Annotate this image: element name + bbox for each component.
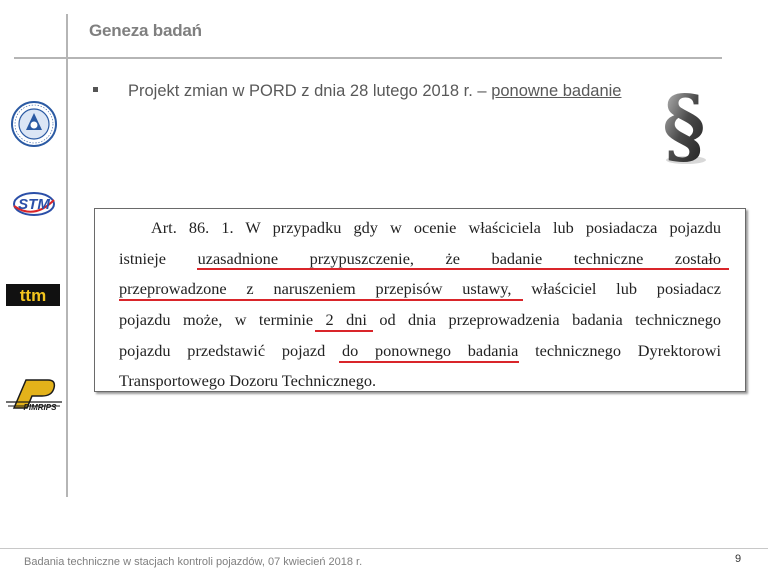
bullet-text: Projekt zmian w PORD z dnia 28 lutego 2018 r. – <box>128 82 492 100</box>
highlight-underline-3 <box>315 330 373 332</box>
highlight-underline-2 <box>119 299 523 301</box>
law-line-6: Transportowego Dozoru Technicznego. <box>119 371 377 391</box>
highlight-underline-1 <box>197 268 729 270</box>
law-text <box>119 213 721 397</box>
pimrips-logo-text: pimrips <box>23 403 57 412</box>
law-quote-box <box>94 208 746 392</box>
law-line-5: pojazdu przedstawić pojazd do ponownego badania technicznego Dyrektorowi <box>119 340 721 360</box>
law-line-3: przeprowadzone z naruszeniem przepisów ustawy, właściciel lub posiadacz <box>119 279 721 299</box>
highlight-underline-4 <box>339 361 519 363</box>
page-number: 9 <box>735 553 742 565</box>
law-line-1: Art. 86. 1. W przypadku gdy w ocenie właściciela lub posiadacza pojazdu <box>151 218 721 237</box>
title-divider <box>14 57 722 59</box>
footer-divider <box>0 548 768 549</box>
university-seal-icon <box>10 100 58 148</box>
pimrips-logo <box>4 376 64 412</box>
slide-title: Geneza badań <box>89 21 202 40</box>
law-line-4: pojazdu może, w terminie 2 dni od dnia przeprowadzenia badania technicznego <box>119 310 721 330</box>
bullet-underlined-text: ponowne badanie <box>491 82 622 100</box>
footer-text: Badania techniczne w stacjach kontroli pojazdów, 07 kwiecień 2018 r. <box>24 556 363 568</box>
law-line-2: istnieje uzasadnione przypuszczenie, że badanie techniczne zostało <box>119 248 721 268</box>
ttm-logo-text: ttm <box>19 286 47 305</box>
stm-logo <box>12 188 56 220</box>
paragraph-symbol-icon <box>654 82 714 166</box>
ttm-logo <box>6 284 60 306</box>
vertical-divider <box>66 14 68 497</box>
paragraph-symbol-glyph: § <box>662 82 706 166</box>
bullet-item <box>128 82 621 101</box>
bullet-marker <box>93 87 98 92</box>
stm-logo-text: stm <box>18 196 50 213</box>
